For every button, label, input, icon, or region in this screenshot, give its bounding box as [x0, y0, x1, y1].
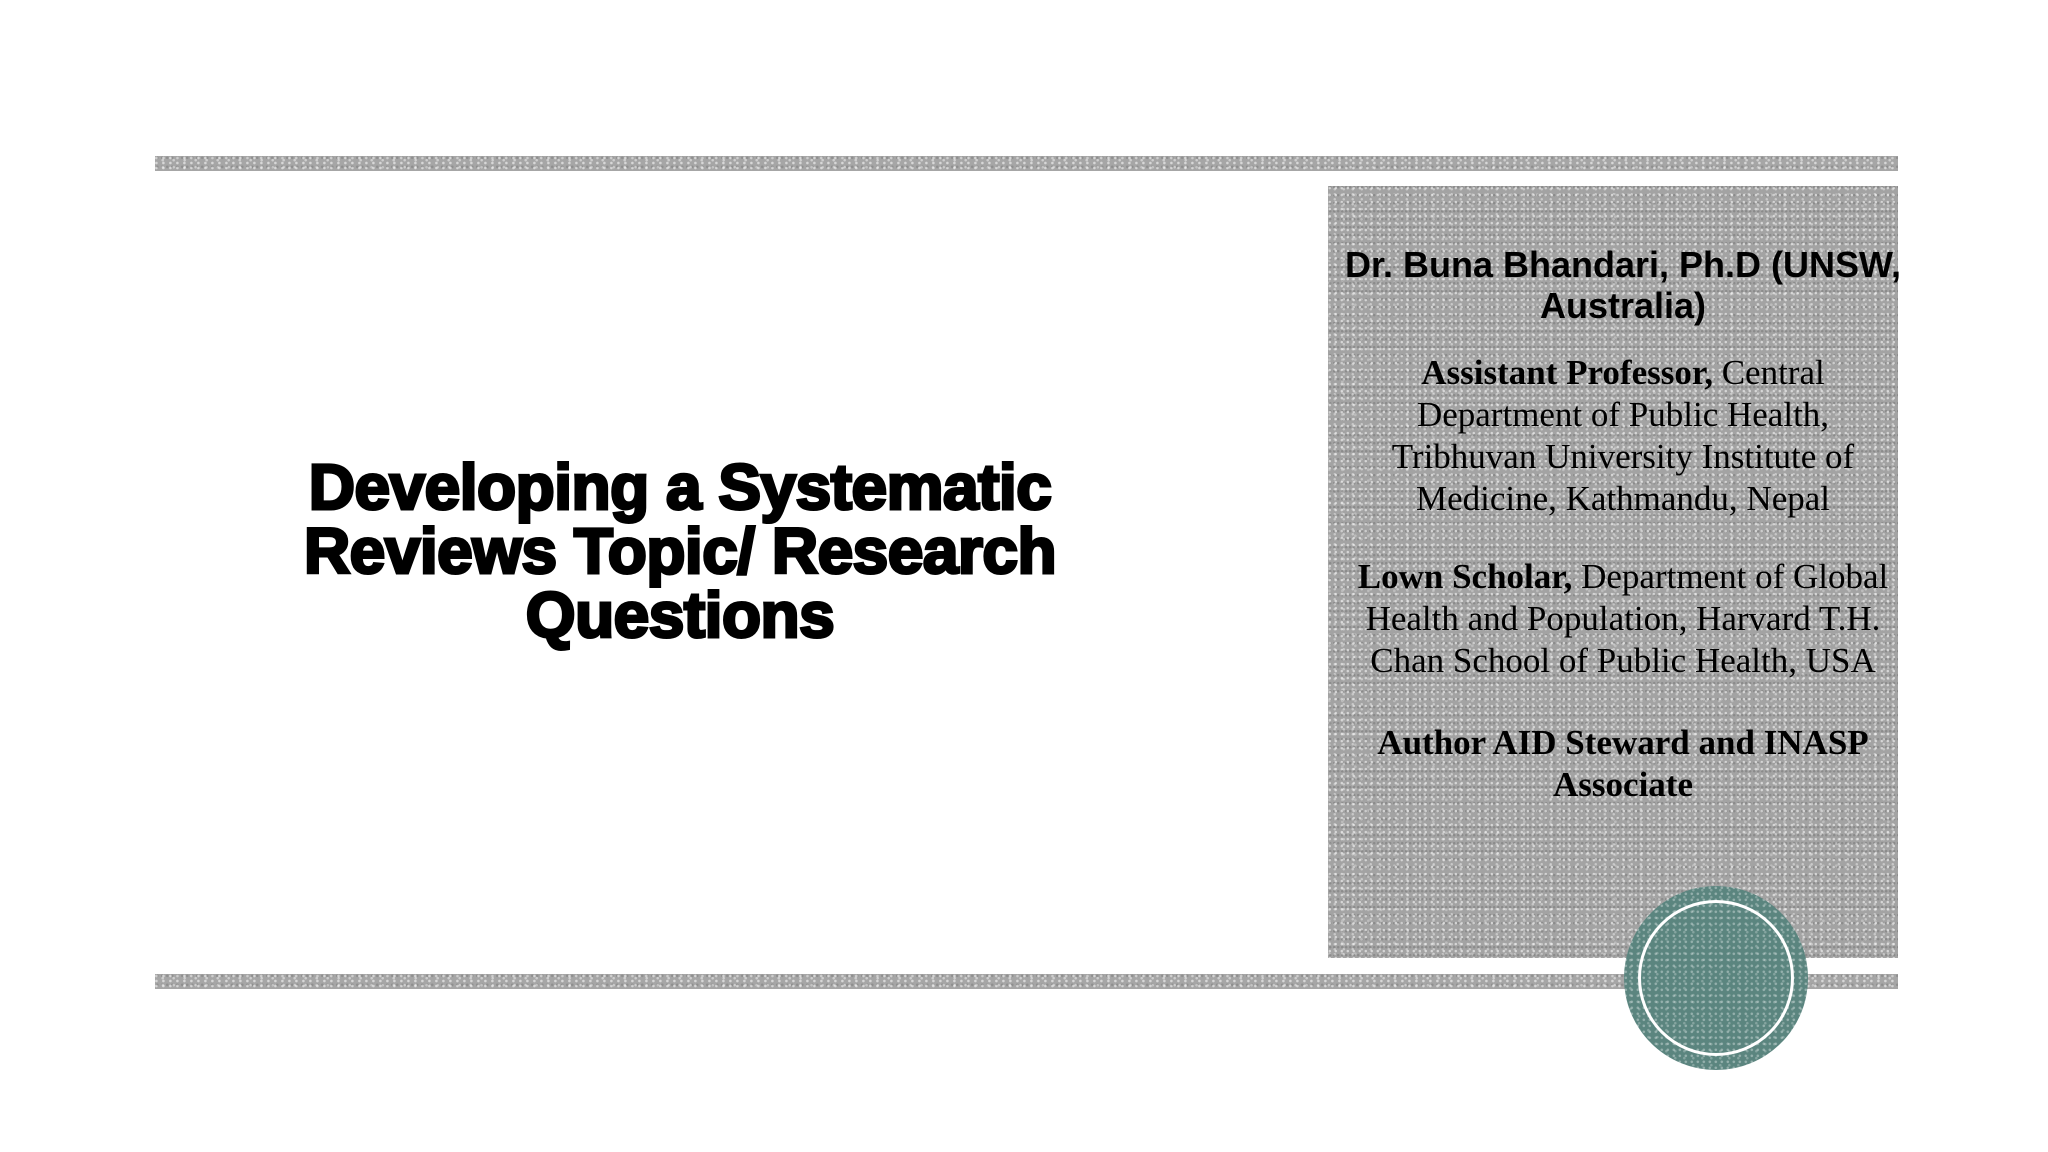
affiliation-3-title: Author AID Steward and INASP Associate	[1377, 723, 1869, 804]
affiliation-1-title: Assistant Professor,	[1421, 353, 1713, 392]
slide-title-line-3: Questions	[525, 579, 835, 651]
title-block	[160, 451, 1200, 651]
top-divider	[155, 156, 1898, 171]
author-info	[1325, 244, 1921, 806]
affiliation-assistant-professor	[1325, 352, 1921, 520]
affiliation-2-text: Department of Global Health and Population, Harvard T.H. Chan School of Public Health, USA	[1365, 557, 1889, 680]
affiliation-1-text: Central Department of Public Health, Tribhuvan University Institute of Medicine, Kathmandu, Nepal	[1391, 353, 1855, 518]
author-name-line-2: Australia)	[1539, 285, 1707, 326]
decorative-circle-badge	[1624, 886, 1808, 1070]
affiliation-authoraid	[1325, 722, 1921, 806]
author-panel	[1328, 186, 1902, 958]
badge-ring	[1638, 900, 1794, 1056]
slide-title-line-1: Developing a Systematic	[308, 451, 1052, 523]
author-name-line-1: Dr. Buna Bhandari, Ph.D (UNSW,	[1344, 244, 1902, 285]
slide-title-line-2: Reviews Topic/ Research	[303, 515, 1057, 587]
affiliation-2-title: Lown Scholar,	[1357, 557, 1573, 596]
affiliation-lown-scholar	[1325, 556, 1921, 682]
author-name	[1325, 244, 1921, 326]
